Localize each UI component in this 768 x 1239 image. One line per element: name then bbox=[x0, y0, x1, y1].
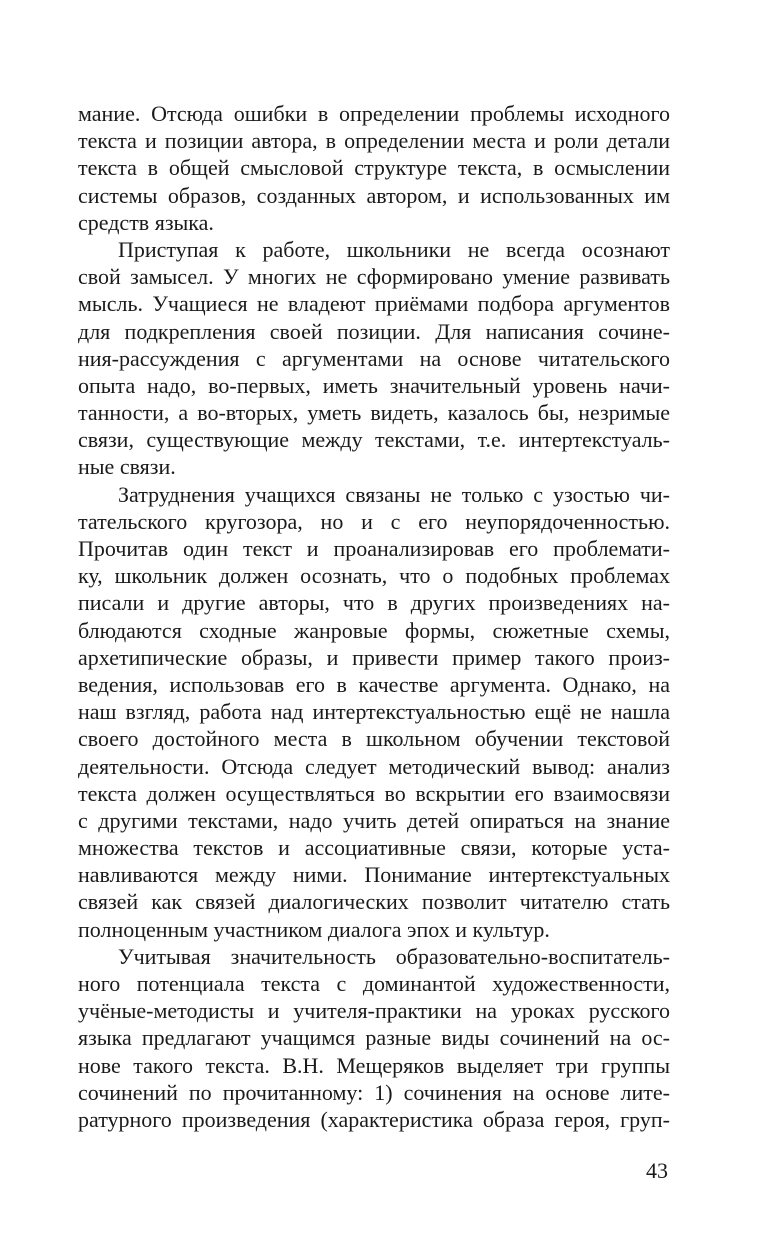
text-line: связи, существующие между текстами, т.е. интертекстуаль- bbox=[78, 427, 670, 453]
text-line: ные связи. bbox=[78, 454, 176, 480]
text-line: учёные-методисты и учителя-практики на уроках русского bbox=[78, 998, 670, 1024]
text-line: ведения, использовав его в качестве аргумента. Однако, на bbox=[78, 671, 670, 697]
page-number: 43 bbox=[646, 1158, 668, 1183]
text-line: Учитывая значительность образовательно-воспитатель- bbox=[118, 943, 670, 969]
text-line: мание. Отсюда ошибки в определении проблемы исходного bbox=[78, 101, 670, 126]
text-line: свой замысел. У многих не сформировано умение развивать bbox=[78, 264, 670, 290]
body-text bbox=[78, 100, 670, 1133]
text-line: с другими текстами, надо учить детей опираться на знание bbox=[78, 807, 670, 833]
text-line: архетипические образы, и привести пример такого произ- bbox=[78, 644, 670, 670]
text-line: системы образов, созданных автором, и использованных им bbox=[78, 182, 670, 208]
text-line: связей как связей диалогических позволит читателю стать bbox=[78, 889, 670, 915]
text-line: для подкрепления своей позиции. Для написания сочине- bbox=[78, 318, 670, 344]
text-line: навливаются между ними. Понимание интертекстуальных bbox=[78, 862, 670, 888]
text-line: блюдаются сходные жанровые формы, сюжетные схемы, bbox=[78, 617, 670, 643]
text-line: нове такого текста. В.Н. Мещеряков выделяет три группы bbox=[78, 1052, 670, 1078]
text-line: тательского кругозора, но и с его неупорядоченностью. bbox=[78, 508, 670, 534]
text-line: языка предлагают учащимся разные виды сочинений на ос- bbox=[78, 1025, 670, 1051]
text-line: полноценным участником диалога эпох и культур. bbox=[78, 916, 550, 942]
text-line: своего достойного места в школьном обучении текстовой bbox=[78, 726, 670, 752]
text-line: танности, а во-вторых, уметь видеть, казалось бы, незримые bbox=[78, 400, 670, 426]
text-line: текста должен осуществляться во вскрытии его взаимосвязи bbox=[78, 780, 670, 806]
text-line: ного потенциала текста с доминантой художественности, bbox=[78, 971, 670, 996]
text-line: сочинений по прочитанному: 1) сочинения на основе лите- bbox=[78, 1079, 670, 1105]
text-line: средств языка. bbox=[78, 209, 214, 235]
text-line: Приступая к работе, школьники не всегда осознают bbox=[118, 236, 670, 262]
text-line: ратурного произведения (характеристика образа героя, груп- bbox=[78, 1106, 670, 1132]
text-line: Затруднения учащихся связаны не только с узостью чи- bbox=[118, 481, 670, 507]
text-line: опыта надо, во-первых, иметь значительный уровень начи- bbox=[78, 372, 670, 398]
text-line: писали и другие авторы, что в других произведениях на- bbox=[78, 590, 670, 616]
text-line: наш взгляд, работа над интертекстуальностью ещё не нашла bbox=[78, 699, 670, 725]
text-line: деятельности. Отсюда следует методический вывод: анализ bbox=[78, 753, 670, 779]
text-line: ку, школьник должен осознать, что о подобных проблемах bbox=[78, 563, 670, 589]
text-line: текста и позиции автора, в определении места и роли детали bbox=[78, 128, 670, 154]
text-line: ния-рассуждения с аргументами на основе читательского bbox=[78, 345, 670, 371]
text-line: текста в общей смысловой структуре текста, в осмыслении bbox=[78, 155, 670, 181]
text-line: множества текстов и ассоциативные связи, которые уста- bbox=[78, 835, 670, 861]
text-line: мысль. Учащиеся не владеют приёмами подбора аргументов bbox=[78, 291, 670, 317]
text-line: Прочитав один текст и проанализировав его проблемати- bbox=[78, 536, 670, 561]
